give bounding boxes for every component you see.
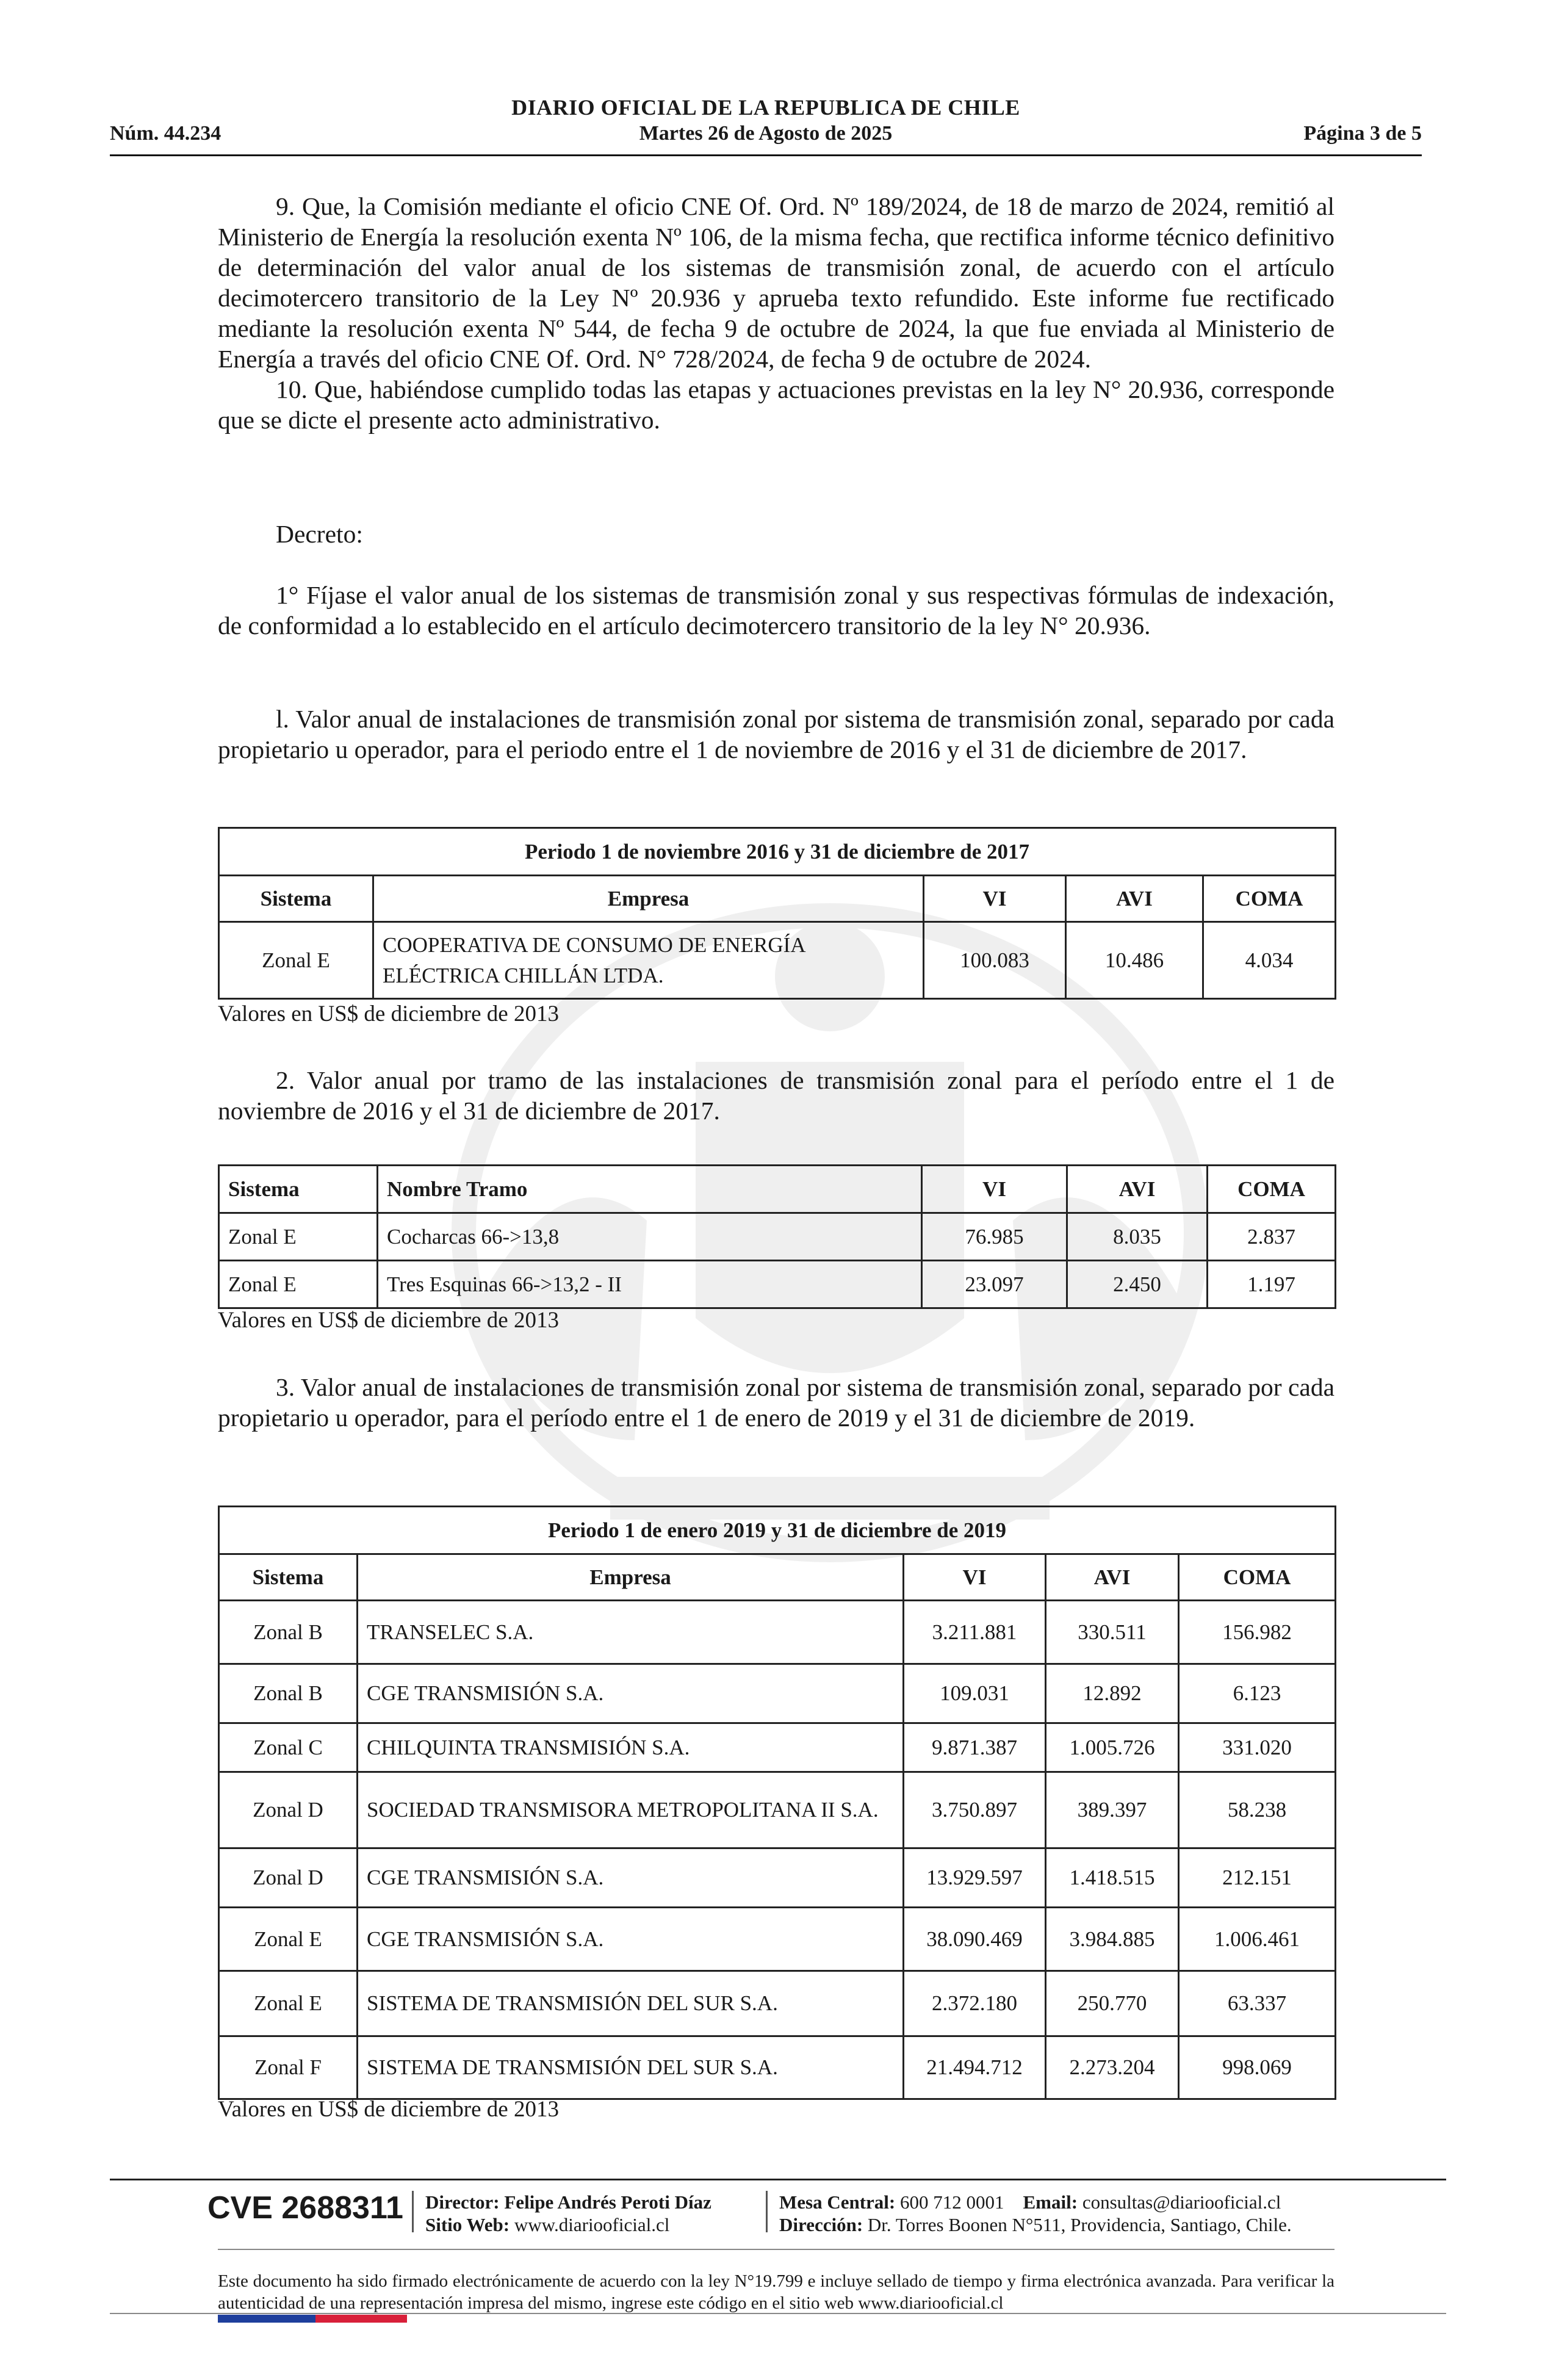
decree-heading-block [218,519,1334,549]
cell-empresa: SOCIEDAD TRANSMISORA METROPOLITANA II S.A. [358,1772,904,1848]
footer-divider-top [110,2179,1446,2180]
table-row [219,1908,1336,1971]
cell-sistema: Zonal E [219,922,373,999]
cell-coma: 2.837 [1208,1213,1336,1261]
mesa-phone: 600 712 0001 [900,2191,1004,2213]
header-row [110,122,1422,149]
issue-number: Núm. 44.234 [110,122,222,145]
table-title: Periodo 1 de noviembre 2016 y 31 de diciembre de 2017 [219,828,1336,876]
cell-avi: 2.273.204 [1046,2036,1179,2099]
cell-coma: 998.069 [1179,2036,1336,2099]
cell-empresa: TRANSELEC S.A. [358,1601,904,1664]
table-row [219,1848,1336,1908]
cell-sistema: Zonal D [219,1772,358,1848]
col-header-vi: VI [904,1554,1046,1601]
decree-heading: Decreto: [276,520,363,548]
cell-vi: 109.031 [904,1664,1046,1723]
col-header-vi: VI [922,1166,1067,1213]
cell-empresa: COOPERATIVA DE CONSUMO DE ENERGÍA ELÉCTRICA CHILLÁN LTDA. [373,922,924,999]
cell-empresa: CGE TRANSMISIÓN S.A. [358,1848,904,1908]
email-label: Email: [1023,2191,1078,2213]
cell-vi: 100.083 [924,922,1066,999]
cell-sistema: Zonal B [219,1664,358,1723]
cell-vi: 23.097 [922,1261,1067,1308]
cell-coma: 1.197 [1208,1261,1336,1308]
cell-avi: 8.035 [1067,1213,1208,1261]
item-3-text: 3. Valor anual de instalaciones de transmisión zonal por sistema de transmisión zonal, separado por cada propietario u operador, para el período entre el 1 de enero de 2019 y el 31 de diciembre de 2019. [218,1373,1334,1432]
col-header-avi: AVI [1066,876,1203,922]
paragraph-9: 9. Que, la Comisión mediante el oficio CNE Of. Ord. Nº 189/2024, de 18 de marzo de 2024, remitió al Ministerio de Energía la resolución exenta Nº 106, de la misma fecha, que rectifica informe técnico definitivo de determinación del valor anual de los sistemas de transmisión zonal, de acuerdo con el artículo decimotercero transitorio de la Ley Nº 20.936 y aprueba texto refundido. Este informe fue rectificado mediante la resolución exenta Nº 544, de fecha 9 de octubre de 2024, la que fue enviada al Ministerio de Energía a través del oficio CNE Of. Ord. N° 728/2024, de fecha 9 de octubre de 2024. [218,192,1334,373]
cell-coma: 331.020 [1179,1723,1336,1772]
cell-avi: 1.418.515 [1046,1848,1179,1908]
col-header-avi: AVI [1067,1166,1208,1213]
table-1-note: Valores en US$ de diciembre de 2013 [218,1001,559,1026]
col-header-sistema: Sistema [219,876,373,922]
col-header-vi: VI [924,876,1066,922]
item-1-block [218,704,1334,765]
cell-coma: 63.337 [1179,1971,1336,2036]
cell-coma: 212.151 [1179,1848,1336,1908]
mesa-label: Mesa Central: [779,2191,896,2213]
issue-date: Martes 26 de Agosto de 2025 [639,122,893,145]
paragraph-10: 10. Que, habiéndose cumplido todas las etapas y actuaciones previstas en la ley N° 20.936, corresponde que se dicte el presente acto administrativo. [218,375,1334,434]
col-header-empresa: Empresa [373,876,924,922]
table-row [219,1971,1336,2036]
email-link[interactable]: consultas@diariooficial.cl [1082,2191,1281,2213]
cell-coma: 6.123 [1179,1664,1336,1723]
table-valor-anual-2016-2017 [218,827,1336,1000]
cell-empresa: SISTEMA DE TRANSMISIÓN DEL SUR S.A. [358,1971,904,2036]
col-header-sistema: Sistema [219,1166,378,1213]
footer-divider-mid [218,2249,1334,2250]
cell-sistema: Zonal B [219,1601,358,1664]
footer-contact-block [779,2191,1292,2236]
col-header-sistema: Sistema [219,1554,358,1601]
col-header-nombre-tramo: Nombre Tramo [378,1166,922,1213]
cell-avi: 12.892 [1046,1664,1179,1723]
footer-separator [766,2191,768,2232]
footer-separator [412,2191,414,2232]
cell-avi: 2.450 [1067,1261,1208,1308]
cell-avi: 10.486 [1066,922,1203,999]
item-1-text: l. Valor anual de instalaciones de transmisión zonal por sistema de transmisión zonal, separado por cada propietario u operador, para el periodo entre el 1 de noviembre de 2016 y el 31 de diciembre de 2017. [218,705,1334,763]
cell-avi: 3.984.885 [1046,1908,1179,1971]
footer-divider-bottom [110,2313,1446,2314]
considerandos [218,191,1334,435]
cell-avi: 330.511 [1046,1601,1179,1664]
table-row [219,2036,1336,2099]
page-number: Página 3 de 5 [1303,122,1422,145]
cell-vi: 76.985 [922,1213,1067,1261]
item-3-block [218,1372,1334,1433]
cell-coma: 58.238 [1179,1772,1336,1848]
article-1-block [218,580,1334,641]
cell-vi: 9.871.387 [904,1723,1046,1772]
site-link[interactable]: www.diariooficial.cl [514,2214,670,2235]
cell-empresa: CGE TRANSMISIÓN S.A. [358,1664,904,1723]
cell-vi: 2.372.180 [904,1971,1046,2036]
cell-sistema: Zonal E [219,1908,358,1971]
flag-stripe-blue [218,2315,315,2323]
address: Dr. Torres Boonen N°511, Providencia, Santiago, Chile. [867,2214,1292,2235]
table-row [219,1664,1336,1723]
cve-code: CVE 2688311 [207,2190,403,2226]
table-3-note: Valores en US$ de diciembre de 2013 [218,2097,559,2122]
cell-coma: 156.982 [1179,1601,1336,1664]
director-name: Felipe Andrés Peroti Díaz [504,2191,711,2213]
item-2-block [218,1065,1334,1126]
table-2-note: Valores en US$ de diciembre de 2013 [218,1308,559,1333]
cell-empresa: CHILQUINTA TRANSMISIÓN S.A. [358,1723,904,1772]
cell-empresa: SISTEMA DE TRANSMISIÓN DEL SUR S.A. [358,2036,904,2099]
address-label: Dirección: [779,2214,863,2235]
table-row [219,1601,1336,1664]
cell-coma: 1.006.461 [1179,1908,1336,1971]
director-label: Director: [425,2191,500,2213]
item-2-text: 2. Valor anual por tramo de las instalaciones de transmisión zonal para el período entre el 1 de noviembre de 2016 y el 31 de diciembre de 2017. [218,1066,1334,1125]
table-row [219,1213,1336,1261]
table-row [219,1261,1336,1308]
col-header-empresa: Empresa [358,1554,904,1601]
table-title: Periodo 1 de enero 2019 y 31 de diciembre de 2019 [219,1507,1336,1554]
cell-tramo: Cocharcas 66->13,8 [378,1213,922,1261]
footer-disclaimer: Este documento ha sido firmado electrónicamente de acuerdo con la ley N°19.799 e incluye sellado de tiempo y firma electrónica avanzada. Para verificar la autenticidad de una representación impresa del mismo, ingrese este código en el sitio web www.diariooficial.cl [218,2271,1334,2313]
cell-empresa: CGE TRANSMISIÓN S.A. [358,1908,904,1971]
cell-sistema: Zonal C [219,1723,358,1772]
cell-sistema: Zonal D [219,1848,358,1908]
col-header-avi: AVI [1046,1554,1179,1601]
cell-tramo: Tres Esquinas 66->13,2 - II [378,1261,922,1308]
cell-coma: 4.034 [1203,922,1336,999]
cell-sistema: Zonal E [219,1261,378,1308]
cell-vi: 3.211.881 [904,1601,1046,1664]
col-header-coma: COMA [1179,1554,1336,1601]
table-row [219,922,1336,999]
col-header-coma: COMA [1208,1166,1336,1213]
flag-stripe-red [315,2315,407,2323]
table-valor-anual-tramo [218,1164,1336,1309]
cell-sistema: Zonal E [219,1971,358,2036]
article-1: 1° Fíjase el valor anual de los sistemas de transmisión zonal y sus respectivas fórmulas de indexación, de conformidad a lo establecido en el artículo decimotercero transitorio de la ley N° 20.936. [218,581,1334,640]
cell-vi: 38.090.469 [904,1908,1046,1971]
col-header-coma: COMA [1203,876,1336,922]
cell-avi: 389.397 [1046,1772,1179,1848]
header-divider [110,154,1422,156]
cell-vi: 21.494.712 [904,2036,1046,2099]
cell-sistema: Zonal F [219,2036,358,2099]
footer-director-block [425,2191,711,2236]
cell-sistema: Zonal E [219,1213,378,1261]
table-row [219,1772,1336,1848]
cell-vi: 3.750.897 [904,1772,1046,1848]
site-label: Sitio Web: [425,2214,510,2235]
cell-avi: 1.005.726 [1046,1723,1179,1772]
table-valor-anual-2019 [218,1506,1336,2100]
table-row [219,1723,1336,1772]
cell-avi: 250.770 [1046,1971,1179,2036]
cell-vi: 13.929.597 [904,1848,1046,1908]
newspaper-title: DIARIO OFICIAL DE LA REPUBLICA DE CHILE [511,95,1020,120]
